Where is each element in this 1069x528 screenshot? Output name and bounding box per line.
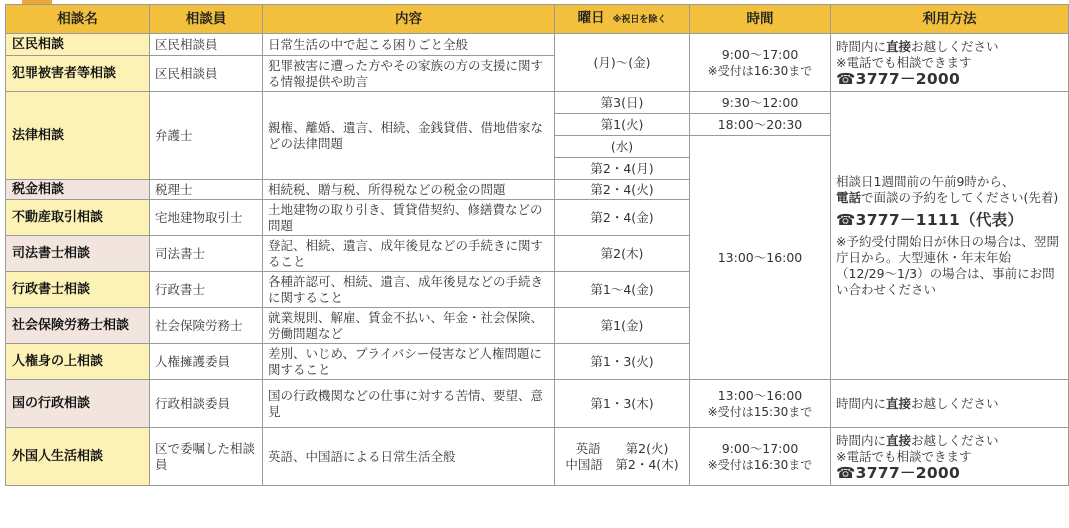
row-name: 国の行政相談 — [6, 380, 150, 428]
reserve-text — [836, 190, 1063, 206]
time-note: ※受付は16:30まで — [707, 63, 813, 78]
header-day-note: ※祝日を除く — [612, 15, 667, 25]
row-name: 行政書士相談 — [6, 272, 150, 308]
row-content: 登記、相続、遺言、成年後見などの手続きに関すること — [263, 236, 555, 272]
row-staff: 税理士 — [150, 180, 263, 200]
row-name: 不動産取引相談 — [6, 200, 150, 236]
table-row — [6, 380, 1069, 428]
tel-number-reserve: ☎3777－1111（代表） — [836, 210, 1024, 229]
row-day: 第2・4(月) — [555, 158, 690, 180]
row-content: 国の行政機関などの仕事に対する苦情、要望、意見 — [263, 380, 555, 428]
row-staff: 弁護士 — [150, 92, 263, 180]
row-name: 司法書士相談 — [6, 236, 150, 272]
row-staff: 行政書士 — [150, 272, 263, 308]
row-content: 差別、いじめ、プライバシー侵害など人権問題に関すること — [263, 344, 555, 380]
row-day: 第1〜4(金) — [555, 272, 690, 308]
reserve-text: 相談日1週間前の午前9時から、 — [836, 173, 1015, 189]
row-staff: 社会保険労務士 — [150, 308, 263, 344]
usage-text: お越しください — [911, 38, 999, 54]
header-staff: 相談員 — [150, 5, 263, 34]
day-english: 英語 第2(火) — [575, 440, 669, 456]
row-time — [690, 380, 831, 428]
row-usage — [831, 428, 1069, 486]
consultation-table — [5, 4, 1069, 486]
usage-text: お越しください — [911, 395, 999, 411]
row-name: 税金相談 — [6, 180, 150, 200]
row-usage — [831, 380, 1069, 428]
row-staff: 行政相談委員 — [150, 380, 263, 428]
table-row — [6, 428, 1069, 486]
row-usage-reservation — [831, 92, 1069, 380]
row-day: 第2・4(金) — [555, 200, 690, 236]
usage-text: 時間内に — [836, 395, 887, 411]
row-day: 第1・3(木) — [555, 380, 690, 428]
usage-text-bold: 直接 — [886, 38, 912, 54]
row-content: 日常生活の中で起こる困りごと全般 — [263, 34, 555, 56]
row-name: 人権身の上相談 — [6, 344, 150, 380]
header-content: 内容 — [263, 5, 555, 34]
row-content: 就業規則、解雇、賃金不払い、年金・社会保険、労働問題など — [263, 308, 555, 344]
row-staff: 人権擁護委員 — [150, 344, 263, 380]
usage-text-bold: 直接 — [886, 432, 912, 448]
time-range: 9:00〜17:00 — [721, 46, 799, 62]
usage-text-bold: 直接 — [886, 395, 912, 411]
tel-number: ☎3777－2000 — [836, 463, 961, 482]
reserve-note: ※予約受付開始日が休日の場合は、翌開庁日から。大型連休・年末年始（12/29〜1/3）の場合は、事前にお問い合わせください — [836, 233, 1059, 297]
usage-text: お越しください — [911, 432, 999, 448]
header-time: 時間 — [690, 5, 831, 34]
reserve-text: で面談の予約をしてください(先着) — [861, 189, 1059, 205]
row-content: 英語、中国語による日常生活全般 — [263, 428, 555, 486]
row-staff: 司法書士 — [150, 236, 263, 272]
reserve-text-bold: 電話 — [836, 189, 862, 205]
row-staff: 宅地建物取引士 — [150, 200, 263, 236]
row-content: 相続税、贈与税、所得税などの税金の問題 — [263, 180, 555, 200]
header-day-label: 曜日 — [577, 10, 605, 26]
row-day: 第1・3(火) — [555, 344, 690, 380]
row-time: 9:30〜12:00 — [690, 92, 831, 114]
row-time: 18:00〜20:30 — [690, 114, 831, 136]
row-name: 犯罪被害者等相談 — [6, 56, 150, 92]
header-name: 相談名 — [6, 5, 150, 34]
usage-phone-note: ※電話でも相談できます — [836, 448, 972, 464]
row-day: (月)〜(金) — [555, 34, 690, 92]
usage-direct — [836, 433, 1063, 449]
usage-direct — [836, 39, 1063, 55]
header-usage: 利用方法 — [831, 5, 1069, 34]
usage-text: 時間内に — [836, 38, 887, 54]
time-note: ※受付は15:30まで — [707, 404, 813, 419]
row-day: 第2(木) — [555, 236, 690, 272]
usage-text: 時間内に — [836, 432, 887, 448]
row-name: 外国人生活相談 — [6, 428, 150, 486]
usage-phone-note: ※電話でも相談できます — [836, 54, 972, 70]
day-chinese: 中国語 第2・4(木) — [565, 456, 679, 472]
row-content: 各種許認可、相続、遺言、成年後見などの手続きに関すること — [263, 272, 555, 308]
time-range: 9:00〜17:00 — [721, 440, 799, 456]
time-range: 13:00〜16:00 — [717, 387, 803, 403]
row-content: 土地建物の取り引き、賃貸借契約、修繕費などの問題 — [263, 200, 555, 236]
table-row — [6, 34, 1069, 56]
row-day: 第2・4(火) — [555, 180, 690, 200]
row-staff: 区民相談員 — [150, 56, 263, 92]
row-name: 法律相談 — [6, 92, 150, 180]
row-day: (水) — [555, 136, 690, 158]
row-usage — [831, 34, 1069, 92]
row-content: 犯罪被害に遭った方やその家族の方の支援に関する情報提供や助言 — [263, 56, 555, 92]
row-day: 第1(火) — [555, 114, 690, 136]
row-staff: 区で委嘱した相談員 — [150, 428, 263, 486]
time-note: ※受付は16:30まで — [707, 457, 813, 472]
row-name: 社会保険労務士相談 — [6, 308, 150, 344]
row-day: 第1(金) — [555, 308, 690, 344]
header-day — [555, 5, 690, 34]
row-content: 親権、離婚、遺言、相続、金銭貸借、借地借家などの法律問題 — [263, 92, 555, 180]
table-header-row — [6, 5, 1069, 34]
row-time: 13:00〜16:00 — [690, 136, 831, 380]
row-day — [555, 428, 690, 486]
row-day: 第3(日) — [555, 92, 690, 114]
row-staff: 区民相談員 — [150, 34, 263, 56]
row-time — [690, 428, 831, 486]
table-row — [6, 92, 1069, 114]
tel-number: ☎3777－2000 — [836, 69, 961, 88]
row-name: 区民相談 — [6, 34, 150, 56]
row-time — [690, 34, 831, 92]
